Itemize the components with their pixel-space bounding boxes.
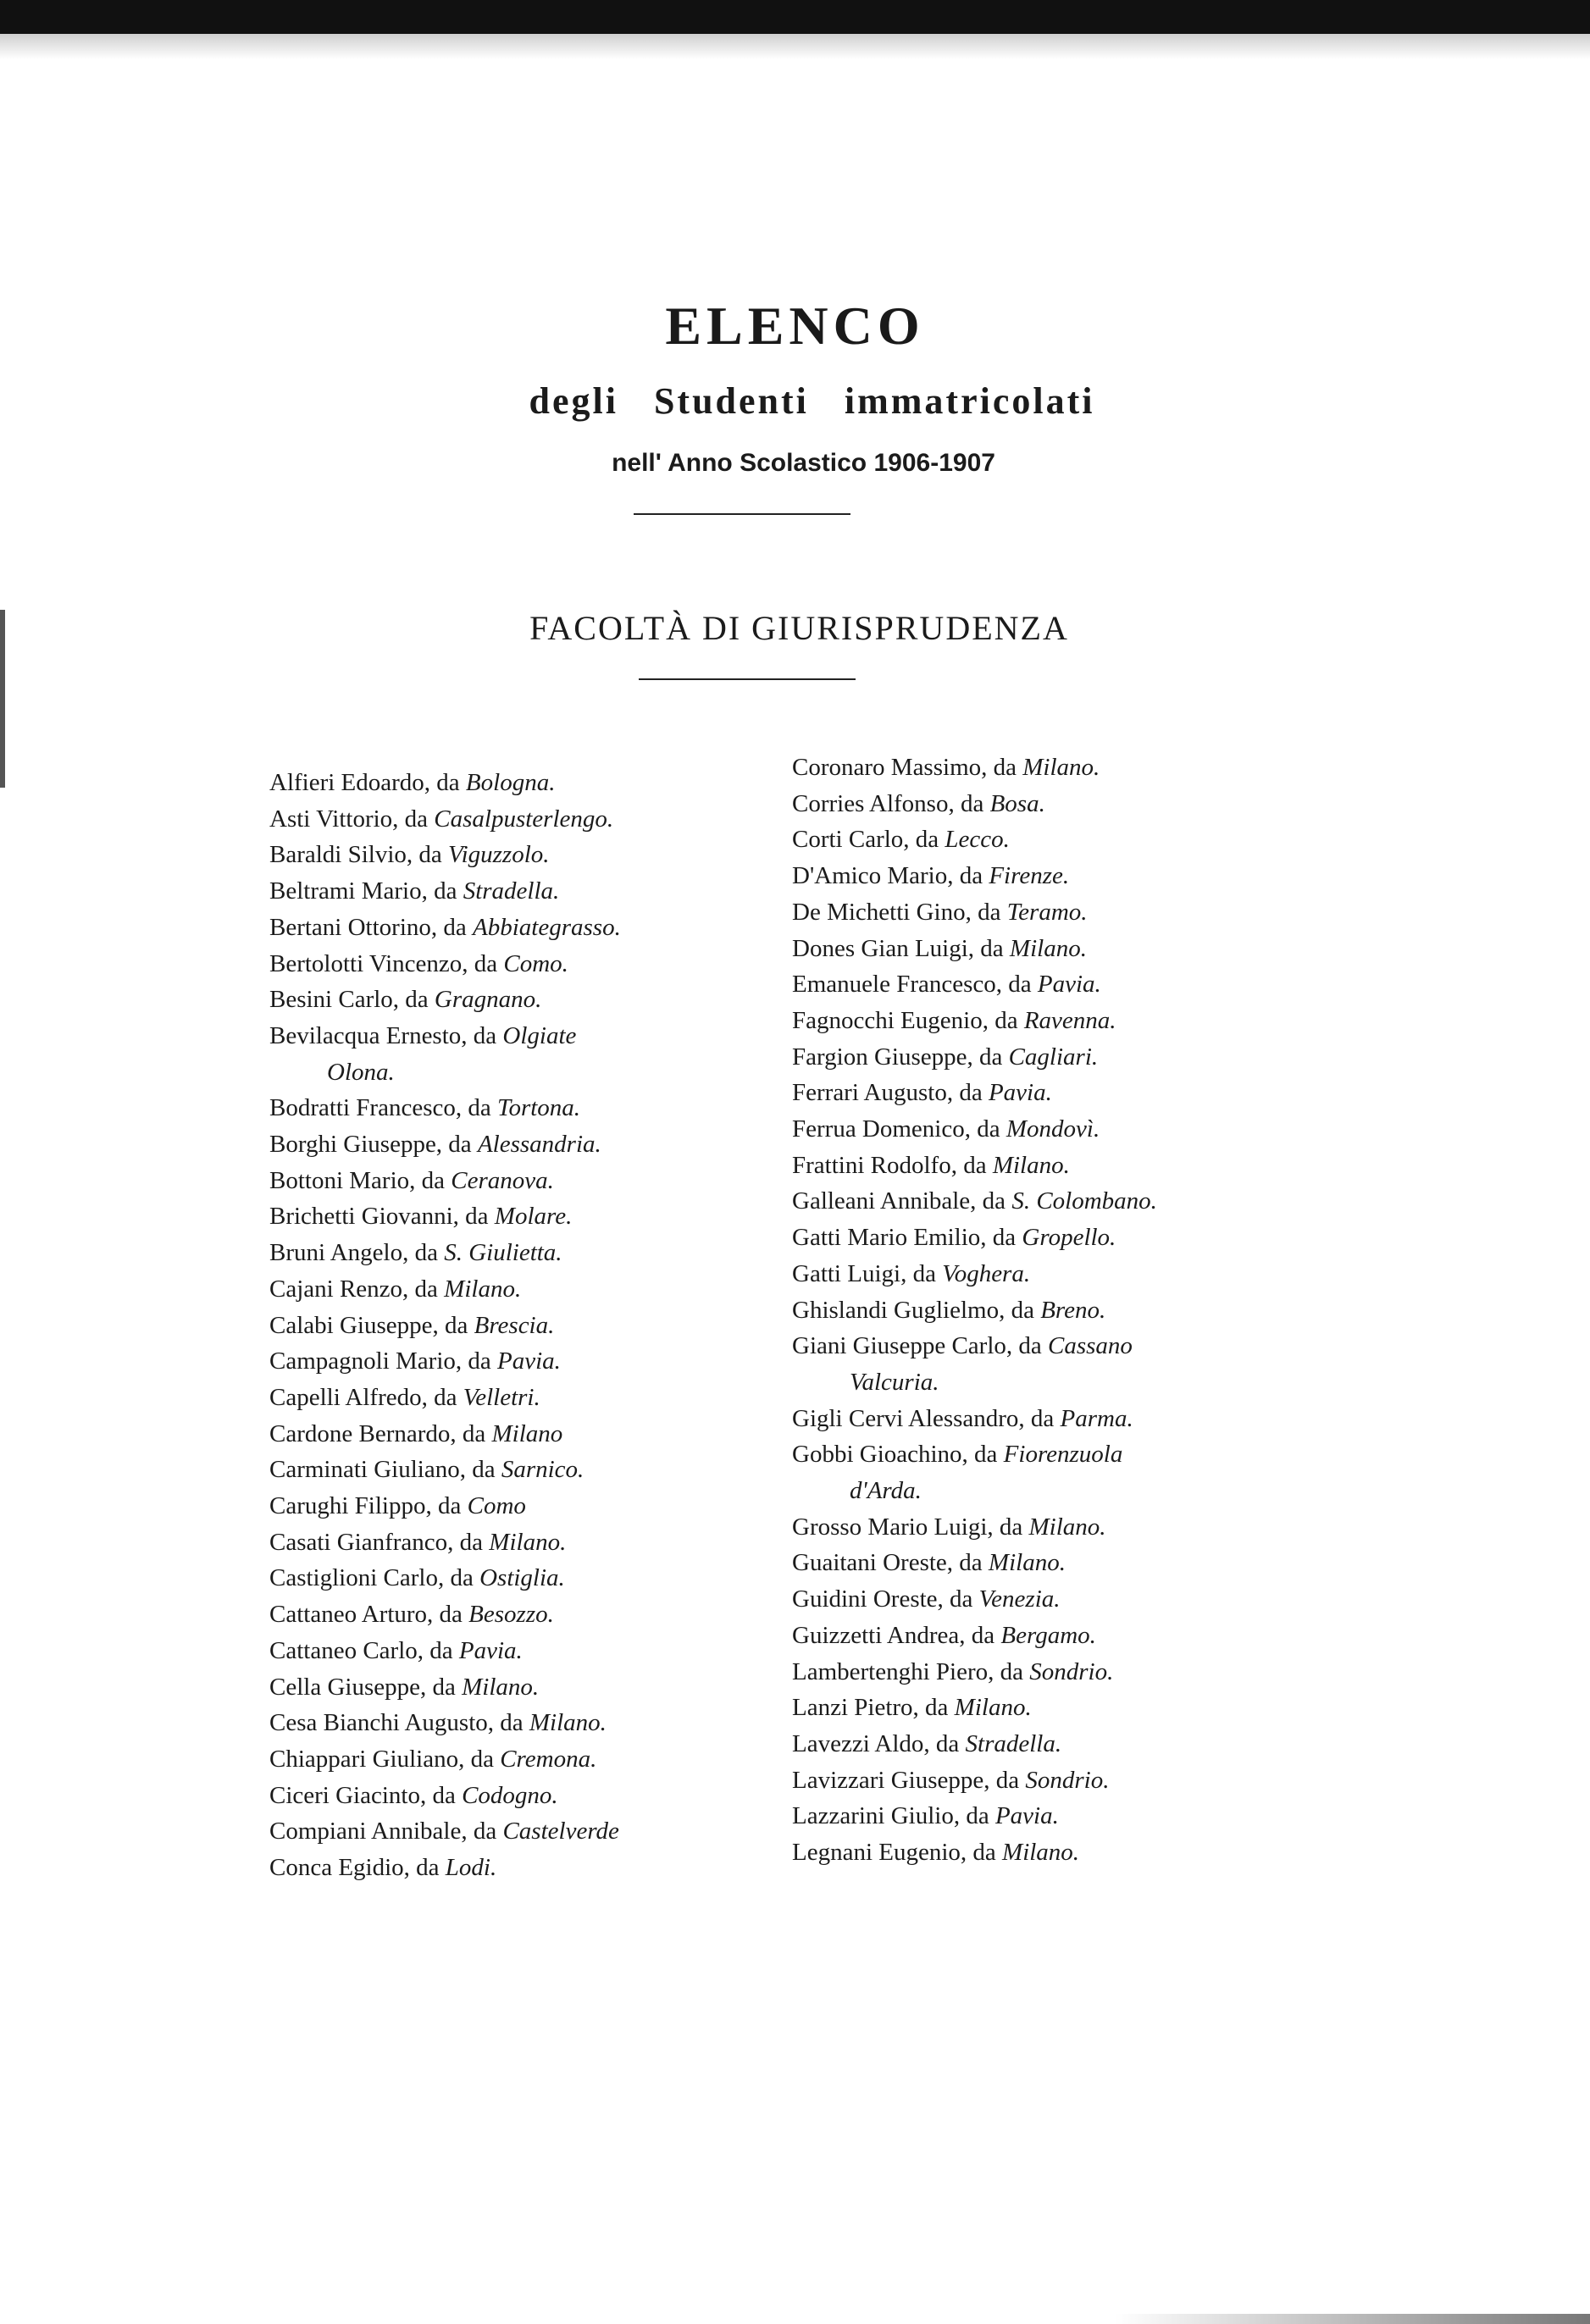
student-hometown-continued: Valcuria. [850,1368,939,1396]
student-hometown: Ravenna. [1023,1006,1116,1034]
student-entry [792,1654,1300,1690]
student-hometown: Mondovì. [1006,1115,1100,1143]
student-entry [792,750,1300,786]
student-hometown: Milano. [529,1709,607,1737]
student-entry [269,1452,778,1488]
student-hometown: Milano. [954,1694,1032,1722]
student-hometown: Ceranova. [451,1166,554,1194]
student-entry [792,1581,1300,1618]
student-hometown: Milano. [988,1549,1066,1577]
student-hometown: Pavia. [994,1802,1059,1830]
scan-border-top [0,0,1590,34]
student-name: Galleani Annibale, da [792,1187,1012,1215]
student-name: Emanuele Francesco, da [792,971,1038,999]
student-name: Campagnoli Mario, da [269,1347,498,1375]
student-hometown: Pavia. [458,1636,523,1664]
student-name: Bottoni Mario, da [269,1166,452,1194]
student-hometown: Milano. [1002,1839,1080,1867]
student-name: Bruni Angelo, da [269,1239,445,1267]
student-name: Lanzi Pietro, da [792,1694,955,1722]
student-hometown: Gropello. [1022,1224,1116,1252]
student-hometown: Como [467,1492,526,1520]
student-name: Cella Giuseppe, da [269,1673,463,1701]
student-hometown: Tortona. [496,1094,581,1122]
student-entry [792,1436,1300,1508]
student-name: Cattaneo Carlo, da [269,1636,459,1664]
student-name: Bertolotti Vincenzo, da [269,949,504,977]
student-name: Grosso Mario Luigi, da [792,1513,1029,1541]
student-name: Conca Egidio, da [269,1854,446,1882]
student-entry [792,1111,1300,1148]
student-entry [269,1560,778,1596]
student-hometown: Velletri. [463,1383,540,1411]
student-hometown: Pavia. [988,1079,1052,1107]
student-entry [792,1690,1300,1726]
student-entry [792,1148,1300,1184]
student-name: Lavezzi Aldo, da [792,1729,966,1757]
student-entry [269,1850,778,1886]
student-entry [269,1741,778,1778]
student-entry [269,1126,778,1163]
student-entry [792,822,1300,858]
student-hometown: Viguzzolo. [448,841,550,869]
student-entry [269,1778,778,1814]
student-hometown: Codogno. [462,1781,558,1809]
student-hometown: Milano. [1028,1513,1106,1541]
student-name: Lazzarini Giulio, da [792,1802,995,1830]
student-entry [269,1524,778,1561]
student-name: Lavizzari Giuseppe, da [792,1766,1026,1794]
student-entry [792,1545,1300,1581]
student-list-left [269,765,778,1886]
student-entry [792,1726,1300,1762]
student-entry [792,786,1300,822]
student-hometown: Pavia. [1037,971,1101,999]
student-hometown: Alessandria. [477,1131,601,1159]
student-hometown: Milano [491,1419,563,1447]
student-hometown: Milano. [1009,934,1087,962]
scan-shadow-top [0,34,1590,59]
student-name: Fagnocchi Eugenio, da [792,1006,1024,1034]
student-entry [269,1380,778,1416]
student-name: Alfieri Edoardo, da [269,769,466,796]
student-entry [792,1075,1300,1111]
page-title: ELENCO [665,296,925,356]
student-hometown: Besozzo. [468,1601,554,1629]
student-hometown: Pavia. [497,1347,561,1375]
student-entry [269,1343,778,1380]
student-name: Guizzetti Andrea, da [792,1621,1001,1649]
student-name: Bertani Ottorino, da [269,913,474,941]
student-hometown: Gragnano. [434,986,542,1014]
student-hometown: Stradella. [965,1729,1062,1757]
student-entry [792,1256,1300,1292]
student-name: Ciceri Giacinto, da [269,1781,463,1809]
student-hometown: Voghera. [942,1259,1031,1287]
student-entry [269,1018,778,1090]
student-entry [792,1834,1300,1871]
student-entry [269,982,778,1018]
student-entry [792,1509,1300,1546]
student-name: Carughi Filippo, da [269,1492,468,1520]
student-name: Lambertenghi Piero, da [792,1657,1030,1685]
student-list-right [792,750,1300,1871]
student-hometown: Sarnico. [501,1456,584,1484]
student-hometown: Bosa. [989,789,1045,817]
student-name: Capelli Alfredo, da [269,1383,463,1411]
student-name: Chiappari Giuliano, da [269,1745,501,1773]
student-entry [269,765,778,801]
faculty-heading: FACOLTÀ DI GIURISPRUDENZA [529,609,1069,647]
student-name: Legnani Eugenio, da [792,1839,1003,1867]
student-entry [269,1308,778,1344]
student-name: Coronaro Massimo, da [792,754,1023,781]
student-hometown: Milano. [444,1275,522,1303]
student-hometown-continued: d'Arda. [850,1477,922,1505]
student-entry [269,1090,778,1126]
subtitle-word: degli [529,380,618,422]
student-hometown: Brescia. [474,1311,555,1339]
student-name: Baraldi Silvio, da [269,841,449,869]
student-name: Gigli Cervi Alessandro, da [792,1404,1061,1432]
student-name: Castiglioni Carlo, da [269,1564,480,1592]
student-name: Ghislandi Guglielmo, da [792,1296,1041,1324]
student-entry [792,1003,1300,1039]
student-hometown: Sondrio. [1029,1657,1114,1685]
student-hometown: Firenze. [989,862,1070,890]
student-name: Cattaneo Arturo, da [269,1601,469,1629]
student-hometown: Parma. [1060,1404,1133,1432]
student-entry [792,1183,1300,1220]
subtitle-word: Studenti [653,380,809,422]
student-name: Ferrua Domenico, da [792,1115,1006,1143]
student-hometown: Sondrio. [1025,1766,1110,1794]
student-name: Cajani Renzo, da [269,1275,445,1303]
student-name: Carminati Giuliano, da [269,1456,501,1484]
student-hometown: Milano. [489,1528,567,1556]
student-entry [792,894,1300,931]
student-name: Besini Carlo, da [269,986,435,1014]
academic-year: nell' Anno Scolastico 1906-1907 [612,449,995,477]
student-name: Gatti Luigi, da [792,1259,943,1287]
student-hometown: Milano. [992,1151,1070,1179]
student-hometown: Venezia. [978,1585,1061,1613]
student-hometown: Ostiglia. [479,1564,565,1592]
student-hometown-continued: Olona. [327,1058,395,1086]
student-hometown: Stradella. [463,877,560,905]
student-entry [792,1401,1300,1437]
student-name: Asti Vittorio, da [269,805,435,833]
student-hometown: Breno. [1040,1296,1106,1324]
student-hometown: Bergamo. [1000,1621,1096,1649]
student-name: Beltrami Mario, da [269,877,463,905]
student-hometown: Olgiate [502,1021,577,1049]
student-entry [269,946,778,982]
student-entry [792,1292,1300,1329]
student-name: Dones Gian Luigi, da [792,934,1010,962]
student-entry [269,1596,778,1633]
student-entry [269,1235,778,1271]
student-hometown: Milano. [1022,754,1100,781]
student-name: Corti Carlo, da [792,826,945,854]
student-hometown: Teramo. [1006,898,1088,926]
student-entry [269,1813,778,1850]
subtitle-word: immatricolati [844,380,1095,422]
student-hometown: Fiorenzuola [1003,1441,1123,1469]
student-name: Guidini Oreste, da [792,1585,979,1613]
student-entry [269,1669,778,1706]
student-hometown: Abbiategrasso. [473,913,621,941]
page-subtitle [0,379,1590,423]
student-name: Giani Giuseppe Carlo, da [792,1332,1049,1360]
student-entry [792,1328,1300,1400]
student-hometown: Milano. [462,1673,540,1701]
student-entry [792,1618,1300,1654]
student-hometown: Molare. [494,1203,573,1231]
student-hometown: Bologna. [465,769,556,796]
student-name: D'Amico Mario, da [792,862,989,890]
student-name: Cardone Bernardo, da [269,1419,492,1447]
student-hometown: Cassano [1048,1332,1133,1360]
student-entry [792,1039,1300,1076]
student-hometown: Cremona. [500,1745,597,1773]
student-name: Cesa Bianchi Augusto, da [269,1709,529,1737]
student-entry [269,1163,778,1199]
student-entry [269,1488,778,1524]
student-name: Guaitani Oreste, da [792,1549,989,1577]
student-hometown: Cagliari. [1008,1043,1099,1071]
student-name: Fargion Giuseppe, da [792,1043,1009,1071]
student-entry [269,910,778,946]
student-entry [792,1762,1300,1799]
student-entry [269,837,778,873]
divider-rule [639,678,856,680]
student-entry [792,931,1300,967]
student-entry [792,858,1300,894]
student-name: Gobbi Gioachino, da [792,1441,1004,1469]
student-entry [792,1798,1300,1834]
student-name: Ferrari Augusto, da [792,1079,989,1107]
student-name: Calabi Giuseppe, da [269,1311,474,1339]
student-name: Borghi Giuseppe, da [269,1131,478,1159]
student-entry [269,1705,778,1741]
scan-border-bottom [1116,2314,1590,2324]
student-name: Bodratti Francesco, da [269,1094,497,1122]
student-entry [269,1271,778,1308]
student-name: Corries Alfonso, da [792,789,990,817]
student-name: Bevilacqua Ernesto, da [269,1021,503,1049]
student-entry [269,1416,778,1452]
student-name: De Michetti Gino, da [792,898,1007,926]
student-hometown: S. Colombano. [1011,1187,1157,1215]
student-entry [792,966,1300,1003]
student-entry [269,801,778,838]
student-hometown: Casalpusterlengo. [434,805,614,833]
student-name: Brichetti Giovanni, da [269,1203,495,1231]
student-name: Compiani Annibale, da [269,1818,503,1845]
divider-rule [634,513,850,515]
student-hometown: S. Giulietta. [444,1239,562,1267]
student-name: Frattini Rodolfo, da [792,1151,993,1179]
student-name: Gatti Mario Emilio, da [792,1224,1022,1252]
student-entry [792,1220,1300,1256]
student-hometown: Como. [503,949,568,977]
student-entry [269,1198,778,1235]
student-entry [269,1633,778,1669]
student-hometown: Castelverde [502,1818,619,1845]
student-entry [269,873,778,910]
student-hometown: Lodi. [445,1854,497,1882]
student-hometown: Lecco. [945,826,1010,854]
student-name: Casati Gianfranco, da [269,1528,490,1556]
